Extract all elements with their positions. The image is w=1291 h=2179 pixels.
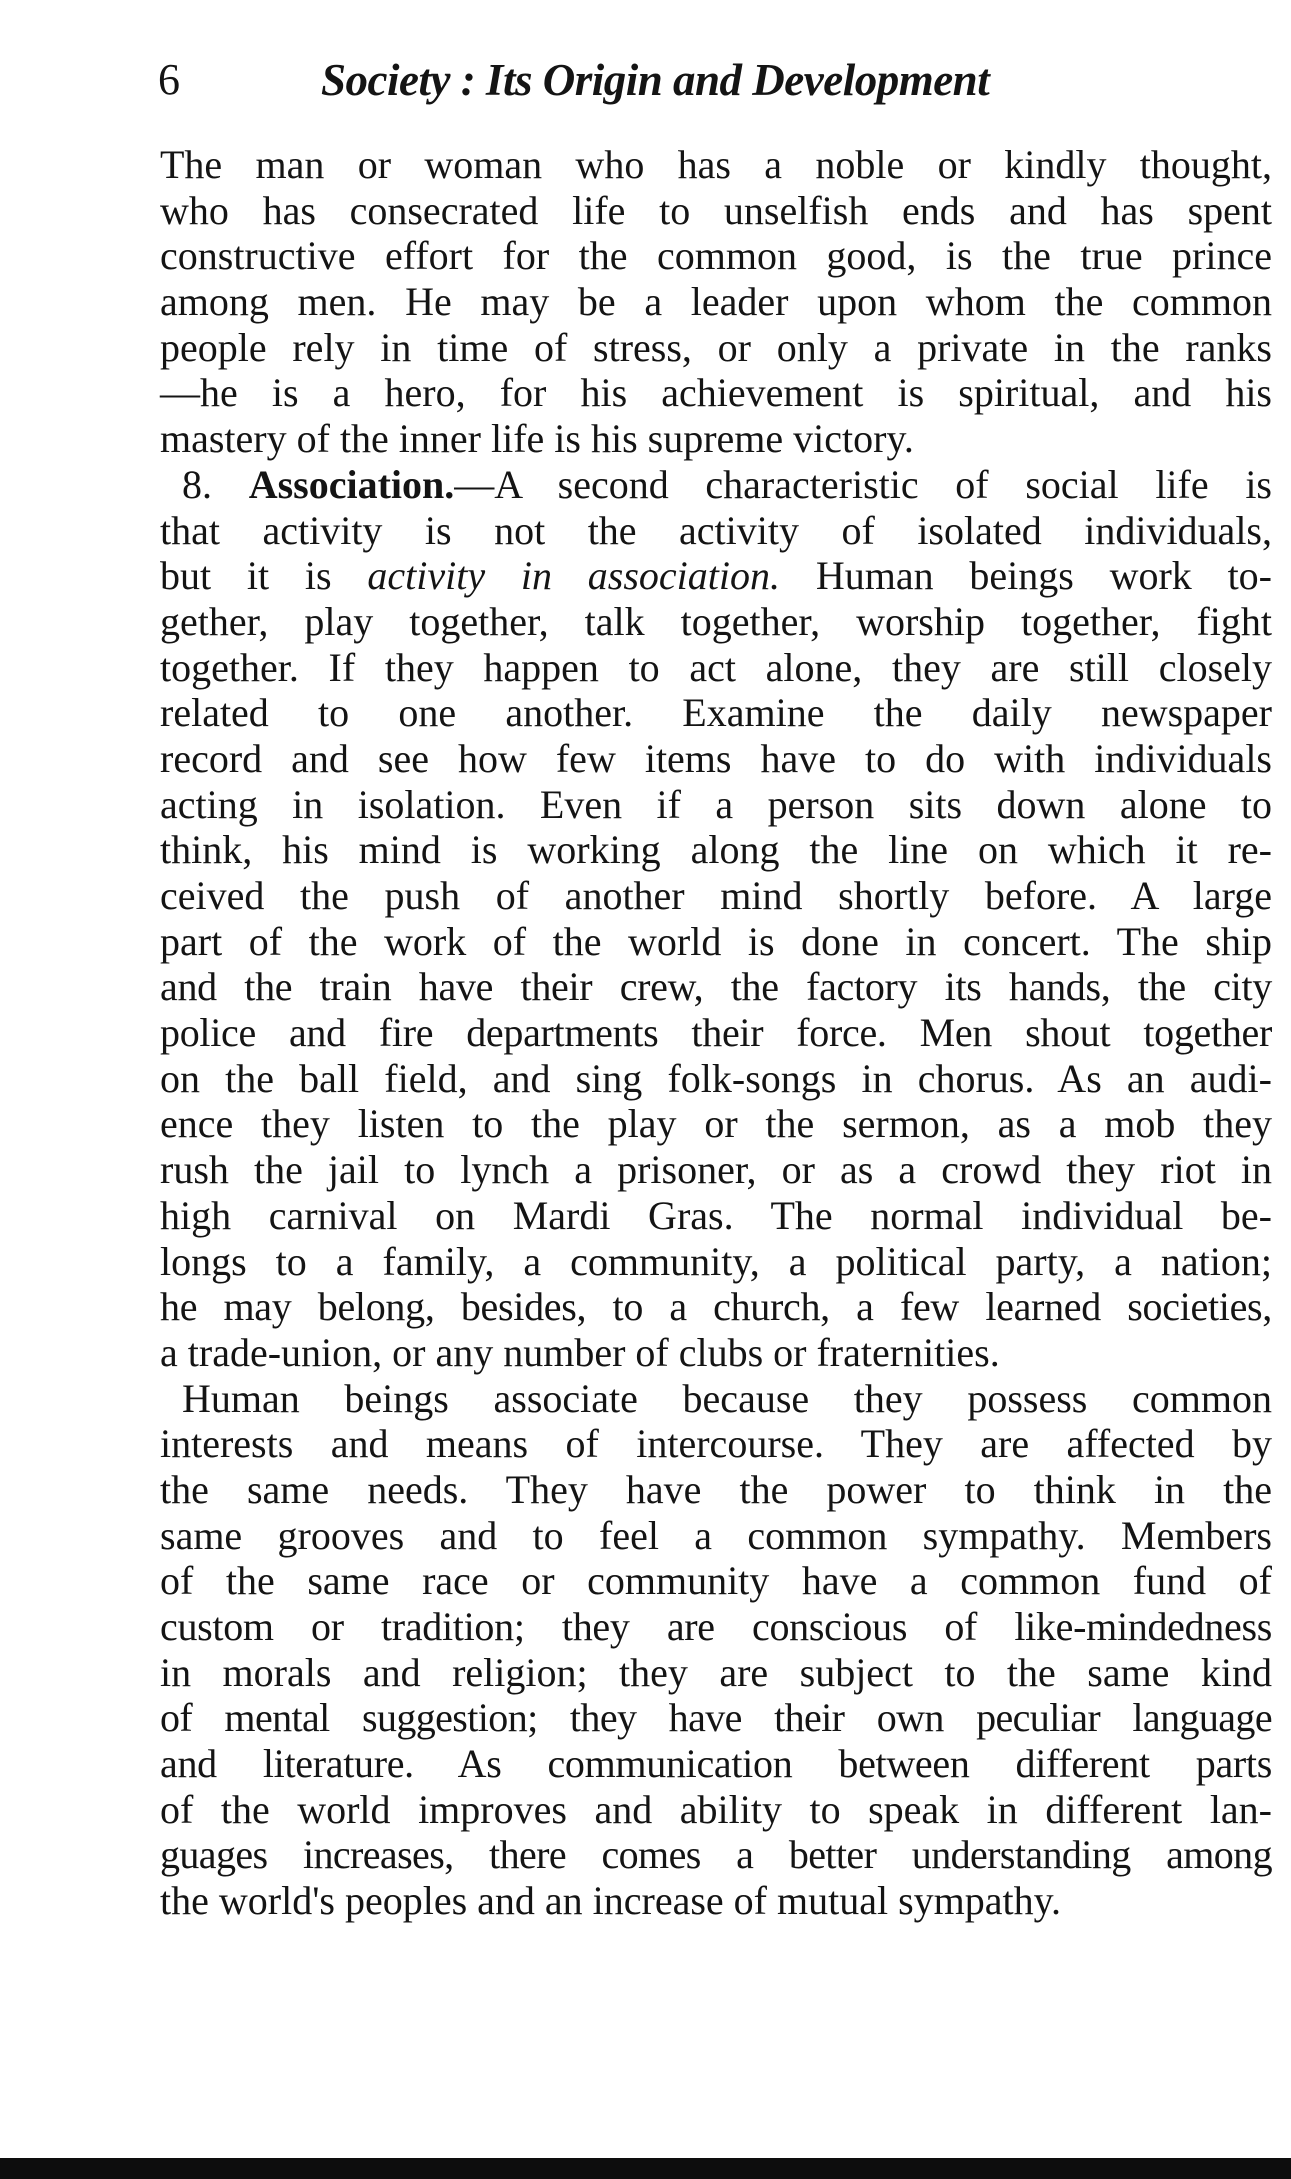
text-line: gether, play together, talk together, worship together, fight [160,598,1272,644]
text-line: rush the jail to lynch a prisoner, or as a crowd they riot in [160,1147,1272,1193]
text-line: ceived the push of another mind shortly before. A large [160,873,1272,918]
text-line: related to one another. Examine the daily newspaper [160,690,1272,736]
running-title: Society : Its Origin and Development [321,55,990,105]
text-line: people rely in time of stress, or only a private in the ranks [160,324,1272,370]
text-line: that activity is not the activity of isolated individuals, [160,507,1272,553]
text-line: mastery of the inner life is his supreme victory. [160,416,914,462]
text-line: the world's peoples and an increase of mutual sympathy. [160,1878,1062,1924]
page-bottom-edge [0,2158,1291,2179]
text-line: and literature. As communication between different parts [160,1741,1272,1787]
section-heading: Association. [248,461,455,507]
text-line: the same needs. They have the power to think in the [160,1466,1272,1512]
text-line: and the train have their crew, the factory its hands, the city [160,964,1272,1010]
text-run: but it is [160,553,368,599]
text-line: same grooves and to feel a common sympathy. Members [160,1512,1272,1558]
text-line [160,553,1272,599]
text-line: interests and means of intercourse. They are affected by [160,1421,1272,1467]
text-line: police and fire departments their force. Men shout together [160,1010,1272,1056]
text-run: Human beings work to- [780,553,1273,599]
paragraph-3 [160,1376,1272,1924]
text-line: part of the work of the world is done in concert. The ship [160,918,1272,964]
text-line: ence they listen to the play or the sermon, as a mob they [160,1101,1272,1147]
section-number: 8. [182,461,212,507]
text-line: acting in isolation. Even if a person sits down alone to [160,781,1272,827]
text-line: he may belong, besides, to a church, a few learned societies, [160,1284,1272,1330]
text-line: custom or tradition; they are conscious of like-mindedness [160,1604,1272,1649]
text-line: of the world improves and ability to speak in different lan- [160,1786,1272,1832]
text-line: of the same race or community have a common fund of [160,1558,1272,1604]
text-run: —A second characteristic of social life is [454,461,1272,507]
text-line: record and see how few items have to do with individuals [160,735,1272,781]
text-line: among men. He may be a leader upon whom the common [160,279,1272,325]
text-line: who has consecrated life to unselfish ends and has spent [160,187,1272,233]
text-line: a trade-union, or any number of clubs or fraternities. [160,1329,1000,1375]
page-header [158,50,1278,110]
text-line: together. If they happen to act alone, they are still closely [160,644,1272,690]
text-line: think, his mind is working along the line on which it re- [160,827,1272,873]
text-line: in morals and religion; they are subject to the same kind [160,1649,1272,1695]
text-line: longs to a family, a community, a political party, a nation; [160,1238,1272,1284]
text-line: The man or woman who has a noble or kindly thought, [160,142,1272,187]
page-number: 6 [158,55,180,104]
text-line: constructive effort for the common good, is the true prince [160,233,1272,279]
text-line: of mental suggestion; they have their own peculiar language [160,1695,1272,1741]
text-line [160,462,1272,508]
text-line: —he is a hero, for his achievement is spiritual, and his [160,370,1272,416]
paragraph-2 [160,462,1272,1376]
paragraph-1 [160,142,1272,462]
text-line: on the ball field, and sing folk-songs in chorus. As an audi- [160,1055,1272,1101]
emphasis-run: activity in association. [367,553,781,599]
text-line: high carnival on Mardi Gras. The normal individual be- [160,1192,1272,1238]
text-line: Human beings associate because they possess common [182,1375,1272,1421]
text-line: guages increases, there comes a better understanding among [160,1832,1272,1878]
body-text [160,142,1272,1924]
